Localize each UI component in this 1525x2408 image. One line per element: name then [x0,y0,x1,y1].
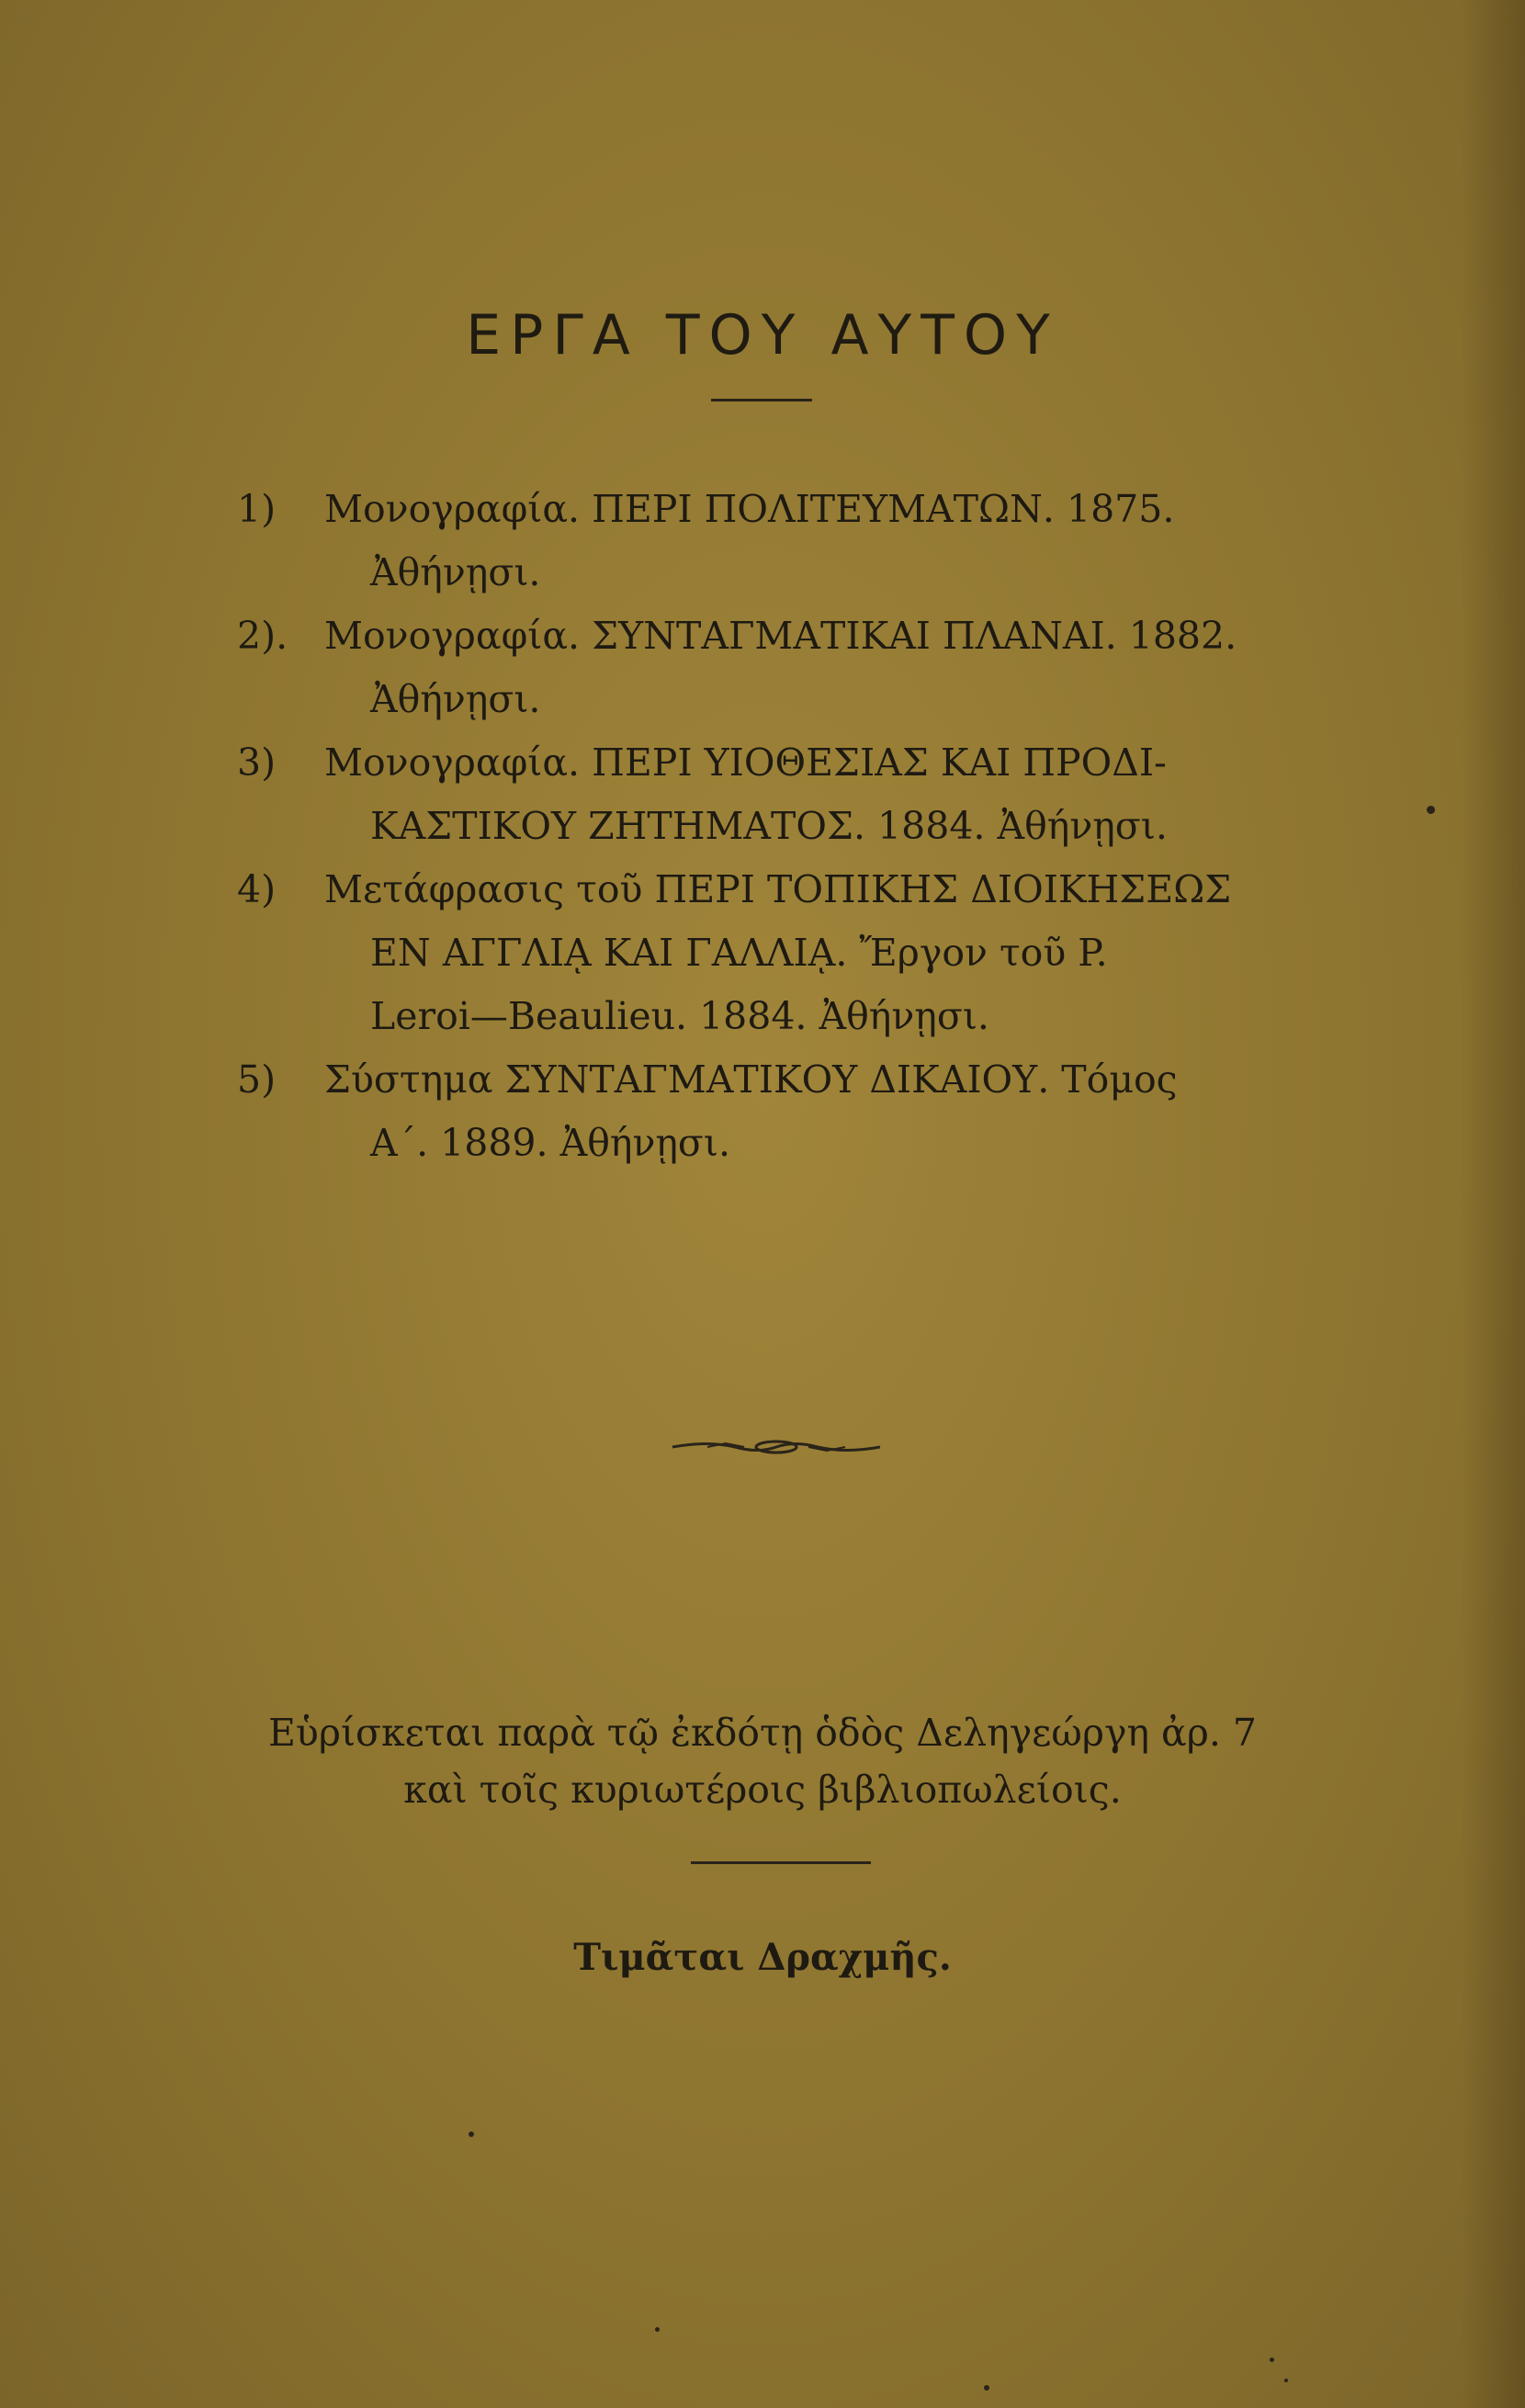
work-item-3 [237,731,1312,858]
work-item-5 [237,1048,1312,1175]
paper-speck [469,2131,474,2137]
work-line: Α΄. 1889. Ἀθήνῃσι. [370,1121,731,1165]
work-number: 5) [237,1057,277,1102]
price-rule [691,1861,871,1864]
work-item-2 [237,605,1312,731]
work-line: Leroi—Beaulieu. 1884. Ἀθήνῃσι. [370,994,989,1038]
work-line: Μονογραφία. ΠΕΡΙ ΠΟΛΙΤΕΥΜΑΤΩΝ. 1875. [324,487,1175,531]
paper-speck [1427,806,1435,814]
work-line: Σύστημα ΣΥΝΤΑΓΜΑΤΙΚΟΥ ΔΙΚΑΙΟΥ. Τόμος [324,1057,1178,1102]
paper-speck [655,2327,660,2332]
work-number: 4) [237,867,277,911]
work-number: 2). [237,614,288,658]
title-rule [711,399,812,401]
work-line: Μονογραφία. ΣΥΝΤΑΓΜΑΤΙΚΑΙ ΠΛΑΝΑΙ. 1882. [324,614,1237,658]
paper-speck [1284,2379,1288,2382]
work-line: Μετάφρασις τοῦ ΠΕΡΙ ΤΟΠΙΚΗΣ ΔΙΟΙΚΗΣΕΩΣ [324,867,1232,911]
work-line: Μονογραφία. ΠΕΡΙ ΥΙΟΘΕΣΙΑΣ ΚΑΙ ΠΡΟΔΙ- [324,740,1167,785]
price-label: Τιμᾶται Δραχμῆς. [573,1936,952,1979]
ornament-divider-icon [671,1433,882,1461]
paper-speck [984,2385,989,2391]
work-item-1 [237,478,1312,605]
work-line: Ἀθήνῃσι. [370,677,541,721]
paper-speck [1270,2357,1274,2362]
work-line: Ἀθήνῃσι. [370,550,541,594]
availability-line: Εὑρίσκεται παρὰ τῷ ἐκδότῃ ὁδὸς Δεληγεώργη ἀρ. 7 [267,1711,1257,1755]
work-line: ΕΝ ΑΓΓΛΙᾼ ΚΑΙ ΓΑΛΛΙᾼ. Ἔργον τοῦ P. [370,931,1108,975]
work-item-4 [237,858,1312,1048]
work-line: ΚΑΣΤΙΚΟΥ ΖΗΤΗΜΑΤΟΣ. 1884. Ἀθήνῃσι. [370,804,1168,848]
work-number: 1) [237,487,277,531]
works-list [237,478,1312,1175]
page-title: ΕΡΓΑ ΤΟΥ ΑΥΤΟΥ [466,303,1059,367]
availability-line: καὶ τοῖς κυριωτέροις βιβλιοπωλείοις. [403,1768,1122,1812]
availability-note [0,1704,1525,1818]
work-number: 3) [237,740,277,785]
